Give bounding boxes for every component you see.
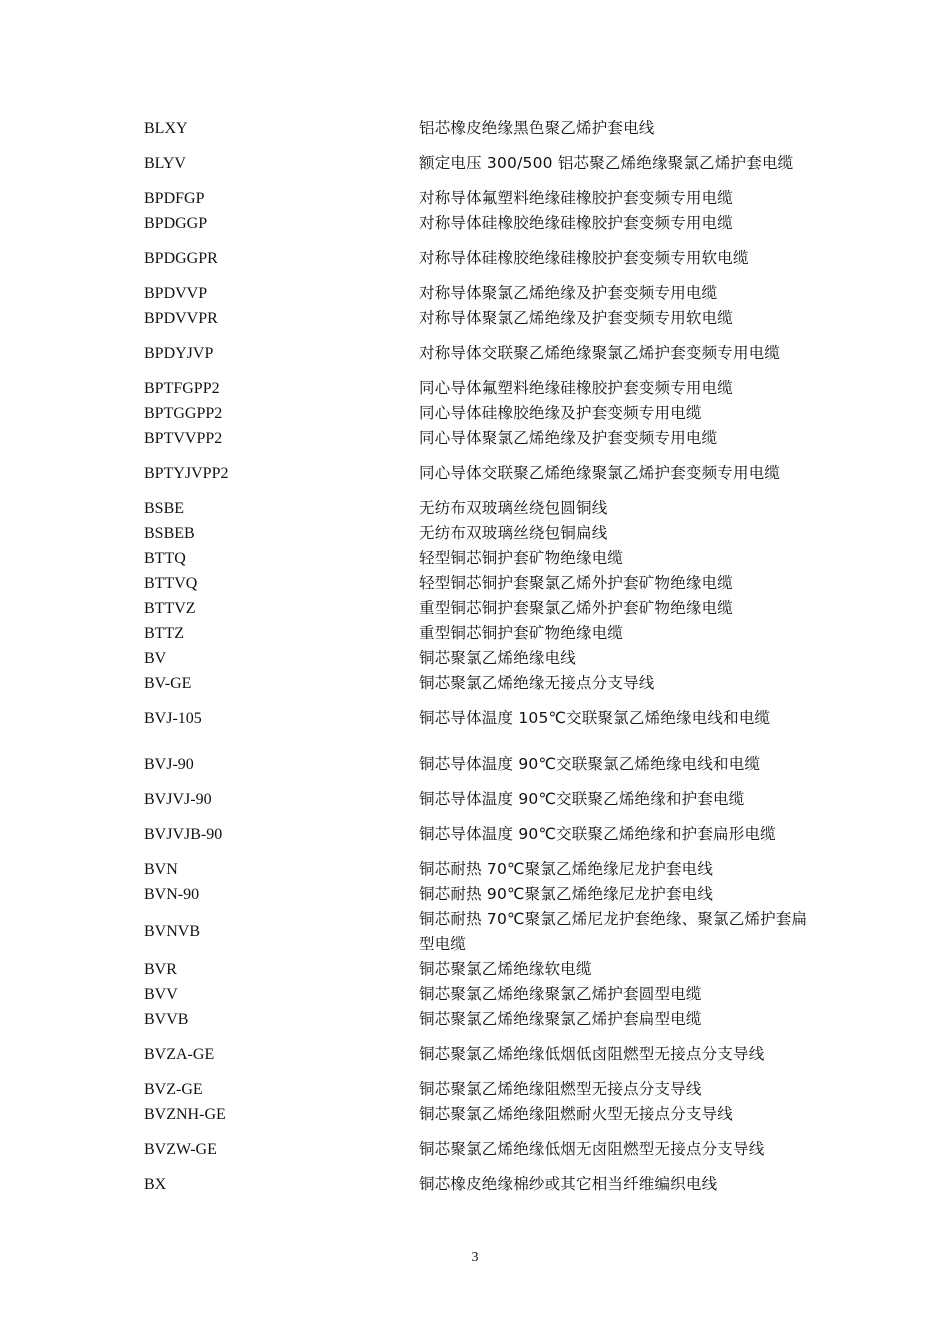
model-code: BPDVVP — [144, 285, 208, 302]
model-code: BVN-90 — [144, 886, 200, 903]
model-description: 铜芯耐热 90℃聚氯乙烯绝缘尼龙护套电线 — [419, 885, 714, 903]
model-description: 对称导体交联聚乙烯绝缘聚氯乙烯护套变频专用电缆 — [419, 344, 781, 362]
model-code: BVR — [144, 961, 177, 978]
model-description: 重型铜芯铜护套聚氯乙烯外护套矿物绝缘电缆 — [419, 599, 734, 617]
model-description: 铜芯聚氯乙烯绝缘低烟低卤阻燃型无接点分支导线 — [419, 1045, 765, 1063]
model-description: 铜芯聚氯乙烯绝缘无接点分支导线 — [419, 674, 655, 692]
model-code: BTTZ — [144, 625, 184, 642]
model-code: BPTGGPP2 — [144, 405, 223, 422]
model-description: 铜芯聚氯乙烯绝缘电线 — [419, 649, 577, 667]
model-description: 对称导体聚氯乙烯绝缘及护套变频专用软电缆 — [419, 309, 734, 327]
model-code: BVJ-90 — [144, 756, 194, 773]
model-code: BTTVZ — [144, 600, 196, 617]
model-description: 铜芯聚氯乙烯绝缘阻燃耐火型无接点分支导线 — [419, 1105, 734, 1123]
model-code: BTTQ — [144, 550, 186, 567]
model-description: 对称导体硅橡胶绝缘硅橡胶护套变频专用软电缆 — [419, 249, 749, 267]
model-description: 无纺布双玻璃丝绕包铜扁线 — [419, 524, 608, 542]
model-code: BVJVJ-90 — [144, 791, 212, 808]
model-description: 铜芯橡皮绝缘棉纱或其它相当纤维编织电线 — [419, 1175, 718, 1193]
model-description: 额定电压 300/500 铝芯聚乙烯绝缘聚氯乙烯护套电缆 — [419, 154, 794, 172]
model-code: BVN — [144, 861, 178, 878]
model-code: BPTYJVPP2 — [144, 465, 229, 482]
model-code: BVV — [144, 986, 178, 1003]
model-code: BLYV — [144, 155, 186, 172]
page-number: 3 — [471, 1250, 479, 1265]
model-description: 铜芯聚氯乙烯绝缘聚氯乙烯护套圆型电缆 — [419, 985, 702, 1003]
model-description: 对称导体氟塑料绝缘硅橡胶护套变频专用电缆 — [419, 189, 734, 207]
model-description: 铜芯导体温度 90℃交联聚乙烯绝缘和护套电缆 — [419, 790, 745, 808]
model-code: BVNVB — [144, 923, 201, 940]
model-code: BTTVQ — [144, 575, 198, 592]
model-code: BPDFGP — [144, 190, 205, 207]
model-description: 铜芯聚氯乙烯绝缘低烟无卤阻燃型无接点分支导线 — [419, 1140, 765, 1158]
model-description: 同心导体聚氯乙烯绝缘及护套变频专用电缆 — [419, 429, 718, 447]
model-description: 铜芯耐热 70℃聚氯乙烯绝缘尼龙护套电线 — [419, 860, 714, 878]
model-code: BPDGGP — [144, 215, 208, 232]
model-code: BVZ-GE — [144, 1081, 203, 1098]
model-description: 铜芯导体温度 105℃交联聚氯乙烯绝缘电线和电缆 — [419, 709, 771, 727]
model-description: 同心导体硅橡胶绝缘及护套变频专用电缆 — [419, 404, 702, 422]
model-description: 对称导体硅橡胶绝缘硅橡胶护套变频专用电缆 — [419, 214, 734, 232]
model-code: BPDYJVP — [144, 345, 214, 362]
model-code: BPDGGPR — [144, 250, 218, 267]
model-code: BVZNH-GE — [144, 1106, 226, 1123]
model-description: 对称导体聚氯乙烯绝缘及护套变频专用电缆 — [419, 284, 718, 302]
model-code: BV — [144, 650, 167, 667]
model-description: 铝芯橡皮绝缘黑色聚乙烯护套电线 — [419, 119, 655, 137]
model-code: BSBEB — [144, 525, 195, 542]
model-description: 铜芯聚氯乙烯绝缘聚氯乙烯护套扁型电缆 — [419, 1010, 702, 1028]
model-code: BSBE — [144, 500, 185, 517]
model-description: 重型铜芯铜护套矿物绝缘电缆 — [419, 624, 624, 642]
model-code: BVJ-105 — [144, 710, 202, 727]
model-code: BPTFGPP2 — [144, 380, 220, 397]
model-code: BPDVVPR — [144, 310, 218, 327]
model-description: 轻型铜芯铜护套聚氯乙烯外护套矿物绝缘电缆 — [419, 574, 734, 592]
model-code: BVZA-GE — [144, 1046, 215, 1063]
model-description: 同心导体交联聚乙烯绝缘聚氯乙烯护套变频专用电缆 — [419, 464, 781, 482]
model-code: BVJVJB-90 — [144, 826, 223, 843]
model-code: BX — [144, 1176, 167, 1193]
model-code: BPTVVPP2 — [144, 430, 223, 447]
model-description: 铜芯导体温度 90℃交联聚乙烯绝缘和护套扁形电缆 — [419, 825, 776, 843]
model-code: BVVB — [144, 1011, 189, 1028]
model-code: BV-GE — [144, 675, 192, 692]
model-code: BVZW-GE — [144, 1141, 217, 1158]
model-description: 轻型铜芯铜护套矿物绝缘电缆 — [419, 549, 624, 567]
model-description: 同心导体氟塑料绝缘硅橡胶护套变频专用电缆 — [419, 379, 734, 397]
model-description: 无纺布双玻璃丝绕包圆铜线 — [419, 499, 608, 517]
model-description: 铜芯聚氯乙烯绝缘软电缆 — [419, 960, 592, 978]
model-description: 铜芯聚氯乙烯绝缘阻燃型无接点分支导线 — [419, 1080, 702, 1098]
model-description: 铜芯导体温度 90℃交联聚氯乙烯绝缘电线和电缆 — [419, 755, 761, 773]
model-description: 铜芯耐热 70℃聚氯乙烯尼龙护套绝缘、聚氯乙烯护套扁型电缆 — [419, 910, 808, 953]
model-code: BLXY — [144, 120, 188, 137]
